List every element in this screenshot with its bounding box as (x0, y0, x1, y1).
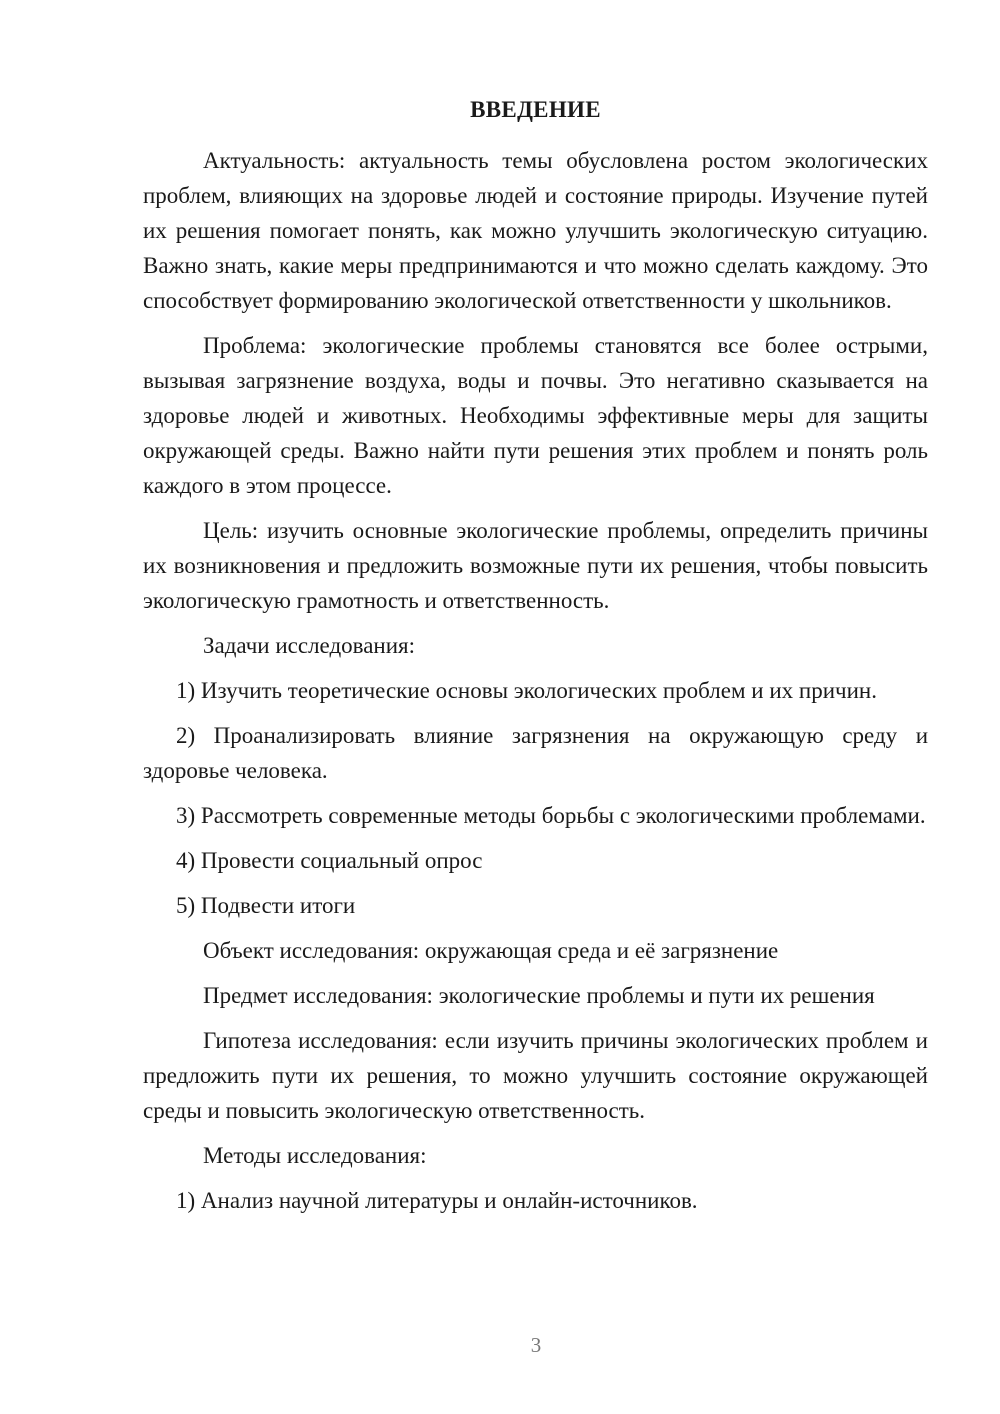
relevance-paragraph: Актуальность: актуальность темы обусловлена ростом экологических проблем, влияющих на здоровье людей и состояние природы. Изучение путей их решения помогает понять, как можно улучшить экологическую ситуацию. Важно знать, какие меры предпринимаются и что можно сделать каждому. Это способствует формированию экологической ответственности у школьников. (143, 148, 928, 313)
task-item-3: 3) Рассмотреть современные методы борьбы с экологическими проблемами. (176, 803, 926, 828)
task-item-1: 1) Изучить теоретические основы экологических проблем и их причин. (176, 678, 877, 703)
task-item-4: 4) Провести социальный опрос (176, 848, 483, 873)
task-item-2: 2) Проанализировать влияние загрязнения на окружающую среду и здоровье человека. (143, 723, 928, 783)
methods-title: Методы исследования: (203, 1143, 427, 1168)
research-subject: Предмет исследования: экологические проблемы и пути их решения (203, 983, 875, 1008)
section-heading: ВВЕДЕНИЕ (470, 97, 601, 122)
hypothesis-paragraph: Гипотеза исследования: если изучить причины экологических проблем и предложить пути их решения, то можно улучшить состояние окружающей среды и повысить экологическую ответственность. (143, 1028, 928, 1123)
research-object: Объект исследования: окружающая среда и её загрязнение (203, 938, 779, 963)
task-item-5: 5) Подвести итоги (176, 893, 356, 918)
method-item-1: 1) Анализ научной литературы и онлайн-источников. (176, 1188, 698, 1213)
problem-paragraph: Проблема: экологические проблемы становятся все более острыми, вызывая загрязнение воздуха, воды и почвы. Это негативно сказывается на здоровье людей и животных. Необходимы эффективные меры для защиты окружающей среды. Важно найти пути решения этих проблем и понять роль каждого в этом процессе. (143, 333, 928, 498)
page-content (143, 93, 928, 1228)
goal-paragraph: Цель: изучить основные экологические проблемы, определить причины их возникновения и предложить возможные пути их решения, чтобы повысить экологическую грамотность и ответственность. (143, 518, 928, 613)
tasks-title: Задачи исследования: (203, 633, 416, 658)
page-number: 3 (530, 1333, 542, 1357)
